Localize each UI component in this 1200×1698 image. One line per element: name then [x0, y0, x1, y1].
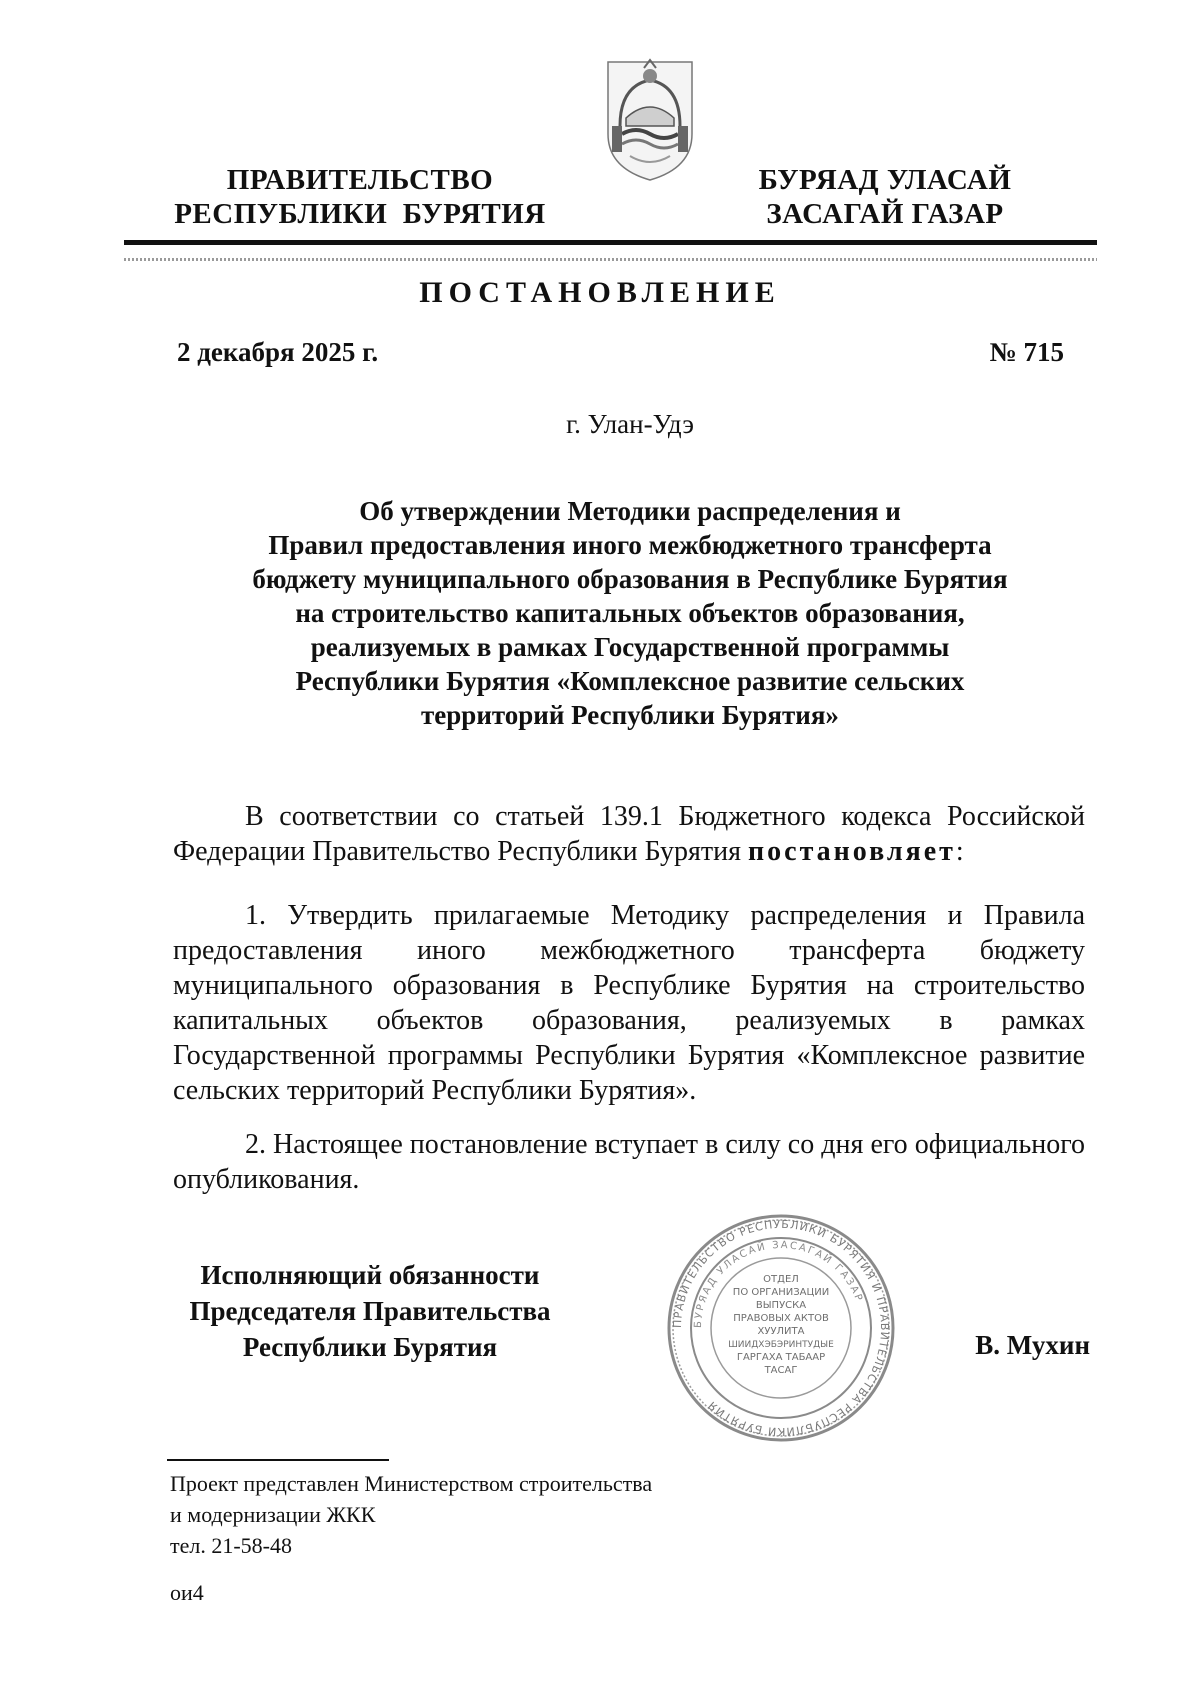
stamp-ring-outer: ПРАВИТЕЛЬСТВО РЕСПУБЛИКИ БУРЯТИЯ И ПРАВИТЕЛЬСТВА РЕСПУБЛИКИ БУРЯТИЯ [670, 1217, 892, 1439]
document-date: 2 декабря 2025 г. [177, 337, 379, 367]
stamp-center-line: ПРАВОВЫХ АКТОВ [733, 1313, 829, 1324]
document-type: ПОСТАНОВЛЕНИЕ [419, 276, 781, 309]
signatory-position-line: Исполняющий обязанности [200, 1260, 540, 1290]
stamp-center-line: ВЫПУСКА [755, 1300, 807, 1311]
document-title [220, 494, 1040, 732]
stamp-center-line: ПО ОРГАНИЗАЦИИ [732, 1287, 830, 1298]
footnote-divider [167, 1459, 389, 1461]
government-name-ru [170, 163, 550, 231]
title-line: территорий Республики Бурятия» [421, 700, 839, 730]
stamp-center-line: ГАРГАХА ТАБААР [736, 1352, 826, 1363]
item-2-paragraph [173, 1127, 1085, 1197]
item-2-text: 2. Настоящее постановление вступает в силу со дня его официального опубликования. [173, 1129, 1085, 1195]
government-name-bua [735, 163, 1035, 231]
preamble-paragraph [173, 799, 1085, 869]
signatory-position-line: Республики Бурятия [242, 1332, 498, 1362]
footnote-line: Проект представлен Министерством строительства [170, 1471, 653, 1496]
title-line: Правил предоставления иного межбюджетного трансферта [268, 530, 992, 560]
title-line: на строительство капитальных объектов образования, [295, 598, 965, 628]
stamp-center-line: ОТДЕЛ [763, 1274, 799, 1285]
official-stamp-icon [665, 1212, 897, 1444]
preamble-text: В соответствии со статьей 139.1 Бюджетного кодекса Российской Федерации Правительство Республики Бурятия [173, 801, 1085, 867]
footnote-line: тел. 21-58-48 [170, 1533, 293, 1558]
header-divider [124, 240, 1097, 245]
signatory-position-line: Председателя Правительства [189, 1296, 551, 1326]
title-line: бюджету муниципального образования в Республике Бурятия [252, 564, 1008, 594]
preamble-keyword: постановляет [748, 836, 956, 867]
stamp-center-line: ШИИДХЭБЭРИНТУДЫЕ [728, 1340, 834, 1350]
signatory-position [170, 1257, 570, 1365]
footnote [170, 1468, 652, 1561]
signatory-name: В. Мухин [975, 1330, 1090, 1360]
preamble-colon: : [955, 836, 964, 867]
title-line: реализуемых в рамках Государственной программы [310, 632, 950, 662]
government-name-ru-line: РЕСПУБЛИКИ БУРЯТИЯ [174, 198, 546, 230]
stamp-ring-inner: БУРЯАД УЛАСАЙ ЗАСАГАЙ ГАЗАР [692, 1239, 865, 1329]
item-1-text: 1. Утвердить прилагаемые Методику распределения и Правила предоставления иного межбюджетного трансферта бюджету муниципального образования в Республике Бурятия на строительство капитальных объектов образования, реализуемых в рамках Государственной программы Республики Бурятия «Комплексное развитие сельских территорий Республики Бурятия». [173, 900, 1085, 1106]
document-number: № 715 [989, 337, 1064, 367]
title-line: Республики Бурятия «Комплексное развитие сельских [295, 666, 965, 696]
stamp-center-line: ХУУЛИТА [757, 1326, 805, 1337]
item-1-paragraph [173, 898, 1085, 1108]
document-code: ои4 [170, 1580, 204, 1605]
coat-of-arms-icon [600, 56, 700, 184]
government-name-ru-line: ПРАВИТЕЛЬСТВО [226, 164, 494, 196]
government-name-bua-line: БУРЯАД УЛАСАЙ [758, 164, 1012, 196]
title-line: Об утверждении Методики распределения и [359, 496, 901, 526]
footnote-line: и модернизации ЖКК [170, 1502, 376, 1527]
document-city: г. Улан-Удэ [566, 409, 694, 439]
government-name-bua-line: ЗАСАГАЙ ГАЗАР [766, 198, 1004, 230]
header-divider-dotted [124, 258, 1097, 261]
stamp-center-line: ТАСАГ [764, 1365, 798, 1376]
